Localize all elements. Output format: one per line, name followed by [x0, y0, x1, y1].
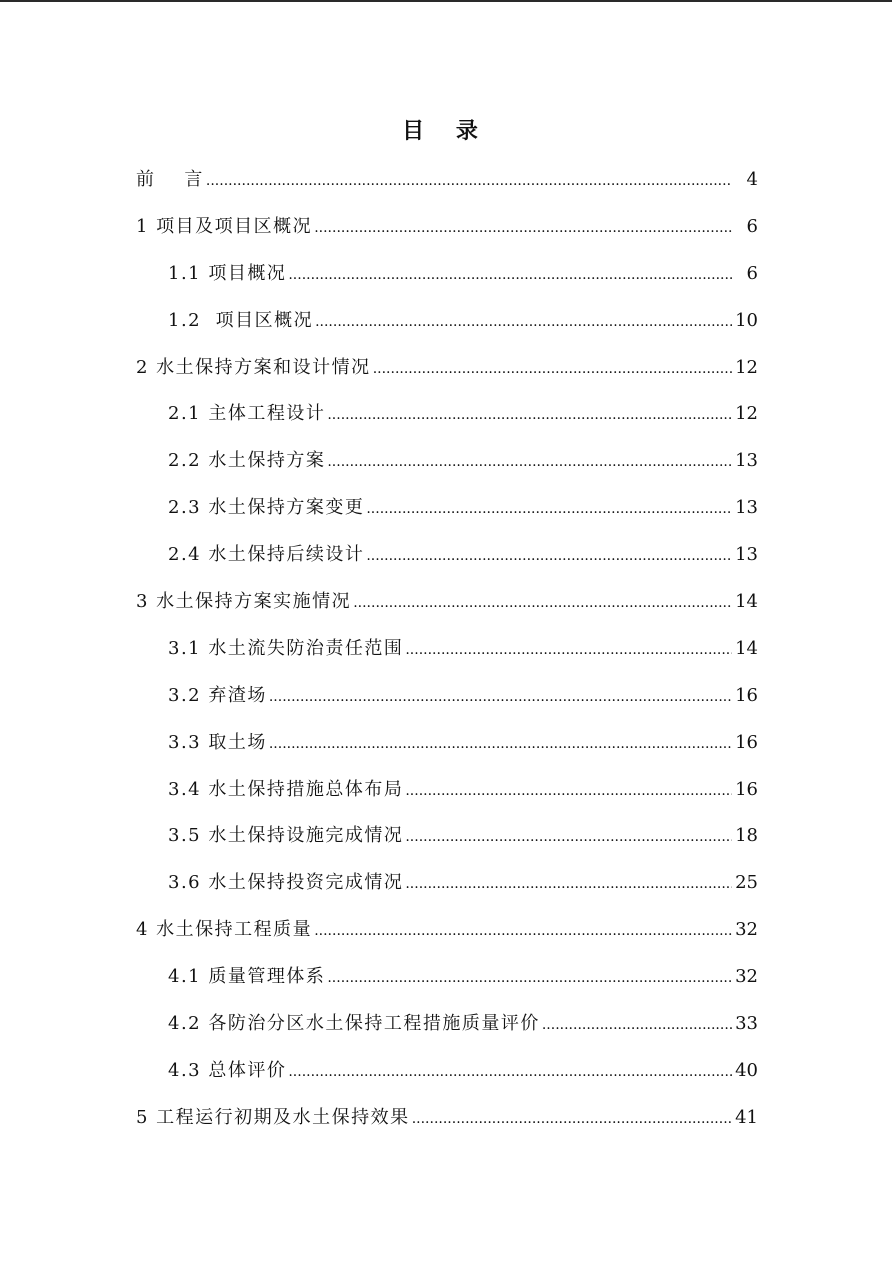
toc-entry[interactable]	[0, 860, 892, 907]
toc-entry[interactable]	[0, 532, 892, 579]
toc-dot-leader	[288, 1049, 732, 1096]
toc-entry-label: 3 水土保持方案实施情况	[136, 591, 352, 613]
toc-entry-page-number: 16	[735, 731, 758, 753]
toc-entry-page-number: 14	[735, 591, 758, 613]
toc-dot-leader	[315, 299, 732, 346]
toc-dot-leader	[412, 1096, 732, 1143]
toc-dot-leader	[542, 1002, 732, 1049]
toc-dot-leader	[373, 346, 732, 393]
toc-dot-leader	[327, 955, 732, 1002]
toc-entry[interactable]	[0, 907, 892, 954]
toc-entry[interactable]	[0, 954, 892, 1001]
toc-dot-leader	[366, 486, 732, 533]
toc-entry[interactable]	[0, 485, 892, 532]
toc-entry-label: 5 工程运行初期及水土保持效果	[136, 1106, 410, 1128]
toc-entry-page-number: 18	[735, 825, 758, 847]
toc-entry[interactable]	[0, 438, 892, 485]
toc-entry-label: 4.3 总体评价	[168, 1059, 287, 1081]
toc-entry-page-number: 12	[735, 356, 758, 378]
toc-dot-leader	[405, 814, 732, 861]
toc-dot-leader	[405, 861, 732, 908]
toc-entry[interactable]	[0, 1095, 892, 1142]
toc-dot-leader	[288, 252, 732, 299]
toc-entry-label: 4 水土保持工程质量	[136, 919, 313, 941]
toc-entry-page-number: 4	[746, 169, 758, 190]
toc-entry-page-number: 12	[735, 403, 758, 425]
toc-entry[interactable]	[0, 626, 892, 673]
toc-entry[interactable]	[0, 157, 892, 204]
toc-entry-page-number: 13	[735, 450, 758, 472]
toc-entry-label: 2.2 水土保持方案	[168, 450, 326, 472]
toc-entry-label: 2.4 水土保持后续设计	[168, 544, 365, 566]
toc-entry[interactable]	[0, 391, 892, 438]
toc-entry-label: 前 言	[136, 169, 204, 190]
toc-entry-label: 3.4 水土保持措施总体布局	[168, 778, 404, 800]
toc-entry-label: 2.1 主体工程设计	[168, 403, 326, 425]
toc-entry-label: 3.3 取土场	[168, 731, 267, 753]
toc-entry[interactable]	[0, 673, 892, 720]
toc-dot-leader	[314, 205, 732, 252]
toc-entry[interactable]	[0, 720, 892, 767]
toc-entry-label: 3.5 水土保持设施完成情况	[168, 825, 404, 847]
toc-entry[interactable]	[0, 579, 892, 626]
toc-entry-label: 1 项目及项目区概况	[136, 215, 313, 237]
toc-entry-label: 3.6 水土保持投资完成情况	[168, 872, 404, 894]
toc-dot-leader	[353, 580, 732, 627]
toc-entry-label: 2.3 水土保持方案变更	[168, 497, 365, 519]
toc-entry-label: 3.2 弃渣场	[168, 684, 267, 706]
toc-entry-page-number: 6	[746, 262, 758, 284]
page-title: 目 录	[402, 118, 490, 144]
toc-entry-page-number: 16	[735, 778, 758, 800]
toc-dot-leader	[405, 768, 732, 815]
toc-dot-leader	[269, 721, 732, 768]
toc-entry[interactable]	[0, 813, 892, 860]
toc-entry-page-number: 14	[735, 637, 758, 659]
toc-entry-label: 4.2 各防治分区水土保持工程措施质量评价	[168, 1013, 540, 1035]
toc-entry-page-number: 25	[735, 872, 758, 894]
toc-entry[interactable]	[0, 1001, 892, 1048]
toc-entry[interactable]	[0, 345, 892, 392]
toc-dot-leader	[405, 627, 732, 674]
toc-entry-page-number: 41	[735, 1106, 758, 1128]
toc-dot-leader	[314, 908, 732, 955]
toc-entry-label: 2 水土保持方案和设计情况	[136, 356, 371, 378]
toc-entry[interactable]	[0, 1048, 892, 1095]
toc-entry-page-number: 33	[735, 1013, 758, 1035]
toc-entry-page-number: 10	[735, 309, 758, 331]
toc-entry-label: 1.2 项目区概况	[168, 309, 314, 331]
toc-entry[interactable]	[0, 251, 892, 298]
toc-entry-label: 4.1 质量管理体系	[168, 966, 326, 988]
toc-entry-label: 1.1 项目概况	[168, 262, 287, 284]
toc-dot-leader	[206, 158, 732, 205]
toc-entry-page-number: 13	[735, 544, 758, 566]
toc-entry[interactable]	[0, 767, 892, 814]
toc-dot-leader	[366, 533, 732, 580]
toc-dot-leader	[327, 392, 732, 439]
toc-entry[interactable]	[0, 204, 892, 251]
toc-entry[interactable]	[0, 298, 892, 345]
toc-entry-label: 3.1 水土流失防治责任范围	[168, 637, 404, 659]
toc-entry-page-number: 32	[735, 966, 758, 988]
toc-entry-page-number: 6	[746, 215, 758, 237]
toc-entry-page-number: 40	[735, 1059, 758, 1081]
toc-entry-page-number: 16	[735, 684, 758, 706]
toc-entry-page-number: 13	[735, 497, 758, 519]
toc-dot-leader	[269, 674, 732, 721]
table-of-contents	[0, 157, 892, 1142]
toc-dot-leader	[327, 439, 732, 486]
toc-entry-page-number: 32	[735, 919, 758, 941]
